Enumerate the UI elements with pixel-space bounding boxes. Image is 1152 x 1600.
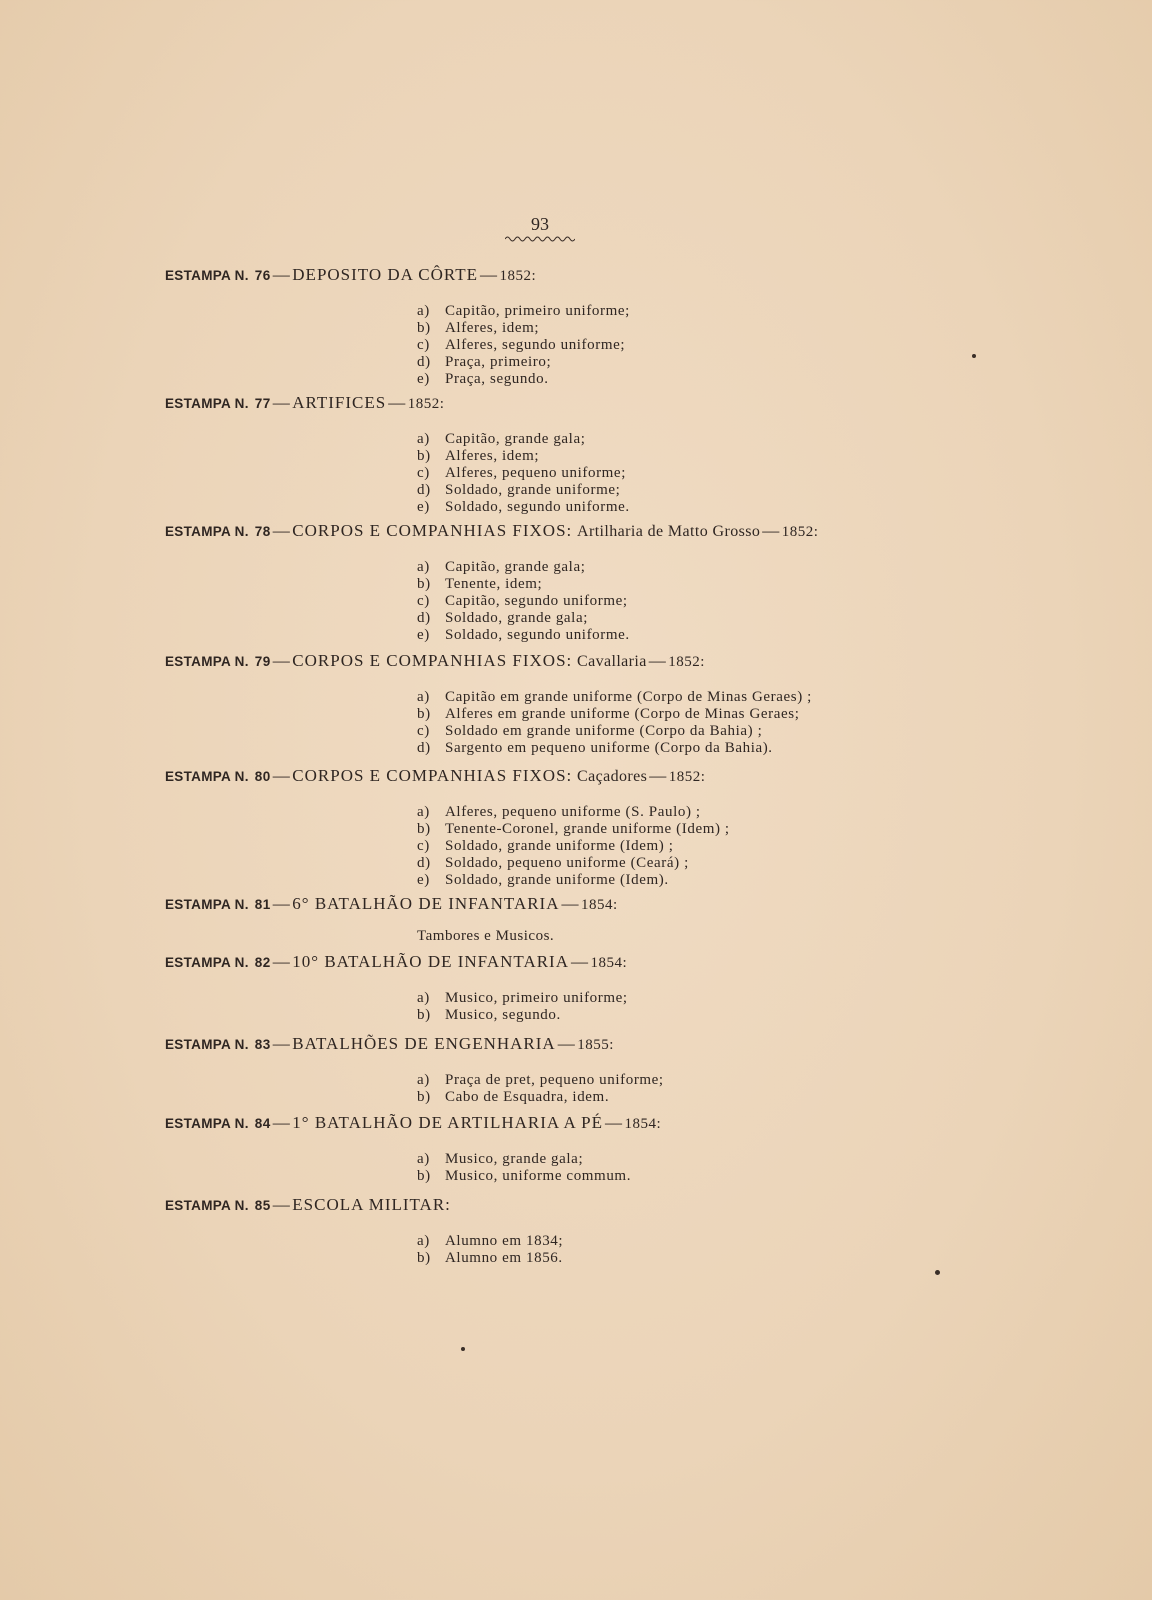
list-item [417, 559, 1152, 576]
item-letter: b) [417, 1250, 431, 1266]
ink-speck [972, 354, 976, 358]
plate-heading: ESTAMPA N. 78 — CORPOS E COMPANHIAS FIXOS: Artilharia de Matto Grosso — 1852: [165, 521, 819, 540]
list-item [417, 1007, 1152, 1024]
item-text: Soldado, grande uniforme (Idem). [445, 872, 669, 888]
item-letter: d) [417, 855, 431, 871]
plate-heading: ESTAMPA N. 80 — CORPOS E COMPANHIAS FIXOS: Caçadores — 1852: [165, 766, 706, 785]
list-item [417, 1072, 1152, 1089]
ink-speck [461, 1347, 465, 1351]
plate-item-list [417, 303, 1152, 388]
plate-item-list [417, 559, 1152, 644]
item-text: Musico, primeiro uniforme; [445, 990, 628, 1006]
list-item [417, 371, 1152, 388]
plate-label: ESTAMPA N. [165, 268, 249, 283]
item-text: Tenente-Coronel, grande uniforme (Idem) ; [445, 821, 730, 837]
plate-heading: ESTAMPA N. 76 — DEPOSITO DA CÔRTE — 1852: [165, 265, 537, 284]
plate-title: CORPOS E COMPANHIAS FIXOS: [292, 651, 573, 670]
plate-item-list [417, 990, 1152, 1024]
plate-year: 1852: [407, 396, 445, 412]
plate-item-list [417, 1233, 1152, 1267]
item-text: Soldado, segundo uniforme. [445, 627, 630, 643]
plate-subtitle: Cavallaria [577, 653, 647, 670]
plate-year: 1854: [590, 955, 628, 971]
list-item [417, 320, 1152, 337]
item-letter: b) [417, 1168, 431, 1184]
page-number: 93 [531, 214, 549, 234]
page-number-ornament-icon [505, 235, 575, 243]
plate-item-list [417, 431, 1152, 516]
item-text: Alferes em grande uniforme (Corpo de Minas Geraes; [445, 706, 800, 722]
item-text: Soldado, pequeno uniforme (Ceará) ; [445, 855, 689, 871]
item-letter: d) [417, 482, 431, 498]
list-item [417, 448, 1152, 465]
item-letter: a) [417, 990, 430, 1006]
list-item [417, 465, 1152, 482]
item-text: Capitão, grande gala; [445, 559, 586, 575]
list-item [417, 838, 1152, 855]
list-item [417, 627, 1152, 644]
item-letter: e) [417, 627, 430, 643]
item-letter: e) [417, 872, 430, 888]
item-text: Alferes, pequeno uniforme; [445, 465, 626, 481]
item-text: Tenente, idem; [445, 576, 543, 592]
plate-title: ARTIFICES [292, 393, 387, 412]
list-item [417, 1233, 1152, 1250]
item-text: Capitão em grande uniforme (Corpo de Minas Geraes) ; [445, 689, 812, 705]
plate-83 [165, 1033, 1065, 1106]
plate-number: 80 [254, 769, 271, 784]
item-text: Alferes, idem; [445, 320, 540, 336]
item-letter: a) [417, 1151, 430, 1167]
plate-heading: ESTAMPA N. 84 — 1° BATALHÃO DE ARTILHARIA A PÉ — 1854: [165, 1113, 662, 1132]
plate-label: ESTAMPA N. [165, 1116, 249, 1131]
item-text: Musico, grande gala; [445, 1151, 584, 1167]
item-letter: d) [417, 354, 431, 370]
item-letter: b) [417, 576, 431, 592]
item-text: Alumno em 1856. [445, 1250, 563, 1266]
list-item [417, 1089, 1152, 1106]
plate-title: 10° BATALHÃO DE INFANTARIA [292, 952, 569, 971]
item-text: Capitão, primeiro uniforme; [445, 303, 630, 319]
plate-item-list [417, 804, 1152, 889]
item-text: Soldado, grande gala; [445, 610, 588, 626]
plate-number: 77 [254, 396, 271, 411]
item-letter: e) [417, 499, 430, 515]
item-letter: b) [417, 706, 431, 722]
item-text: Praça, primeiro; [445, 354, 552, 370]
list-item [417, 821, 1152, 838]
item-text: Cabo de Esquadra, idem. [445, 1089, 610, 1105]
item-text: Soldado em grande uniforme (Corpo da Bahia) ; [445, 723, 763, 739]
item-letter: b) [417, 320, 431, 336]
plate-subtitle: Artilharia de Matto Grosso [577, 523, 761, 540]
list-item [417, 482, 1152, 499]
item-text: Soldado, grande uniforme (Idem) ; [445, 838, 674, 854]
plate-label: ESTAMPA N. [165, 897, 249, 912]
item-text: Alferes, idem; [445, 448, 540, 464]
list-item [417, 303, 1152, 320]
item-text: Capitão, grande gala; [445, 431, 586, 447]
item-letter: a) [417, 689, 430, 705]
item-text: Alumno em 1834; [445, 1233, 564, 1249]
item-letter: a) [417, 559, 430, 575]
plate-number: 83 [254, 1037, 271, 1052]
list-item [417, 804, 1152, 821]
item-letter: a) [417, 1072, 430, 1088]
plate-year: 1854: [581, 897, 618, 913]
item-letter: c) [417, 593, 430, 609]
plate-80 [165, 765, 1065, 889]
plate-year: 1852: [668, 769, 706, 785]
plate-77 [165, 392, 1065, 516]
list-item [417, 855, 1152, 872]
list-item [417, 990, 1152, 1007]
item-text: Soldado, segundo uniforme. [445, 499, 630, 515]
plate-label: ESTAMPA N. [165, 769, 249, 784]
list-item [417, 431, 1152, 448]
item-letter: c) [417, 838, 430, 854]
plate-item-list [417, 1072, 1152, 1106]
plate-heading: ESTAMPA N. 83 — BATALHÕES DE ENGENHARIA — 1855: [165, 1034, 614, 1053]
plate-heading: ESTAMPA N. 81 — 6° BATALHÃO DE INFANTARIA — 1854: [165, 894, 618, 913]
plate-year: 1855: [577, 1037, 614, 1053]
plate-title: CORPOS E COMPANHIAS FIXOS: [292, 766, 573, 785]
list-item [417, 593, 1152, 610]
list-item [417, 337, 1152, 354]
plate-title: ESCOLA MILITAR: [292, 1195, 451, 1214]
plate-title: CORPOS E COMPANHIAS FIXOS: [292, 521, 573, 540]
item-letter: b) [417, 821, 431, 837]
plate-81 [165, 893, 1065, 945]
plate-79 [165, 650, 1065, 757]
plate-year: 1852: [499, 268, 537, 284]
item-letter: a) [417, 431, 430, 447]
plate-number: 78 [254, 524, 271, 539]
plate-item-list [417, 1151, 1152, 1185]
plate-title: DEPOSITO DA CÔRTE [292, 265, 478, 284]
item-text: Alferes, pequeno uniforme (S. Paulo) ; [445, 804, 701, 820]
item-letter: d) [417, 610, 431, 626]
plate-76 [165, 264, 1065, 388]
plate-label: ESTAMPA N. [165, 1037, 249, 1052]
plate-heading: ESTAMPA N. 77 — ARTIFICES — 1852: [165, 393, 445, 412]
plate-label: ESTAMPA N. [165, 396, 249, 411]
list-item [417, 689, 1152, 706]
plate-label: ESTAMPA N. [165, 524, 249, 539]
plate-label: ESTAMPA N. [165, 955, 249, 970]
item-letter: b) [417, 1089, 431, 1105]
item-text: Sargento em pequeno uniforme (Corpo da Bahia). [445, 740, 773, 756]
plate-number: 85 [254, 1198, 271, 1213]
list-item [417, 1250, 1152, 1267]
list-item [417, 576, 1152, 593]
plate-year: 1852: [668, 654, 705, 670]
plate-item-list [417, 689, 1152, 757]
plate-heading: ESTAMPA N. 85 — ESCOLA MILITAR: [165, 1195, 451, 1214]
list-item [417, 499, 1152, 516]
item-text: Praça de pret, pequeno uniforme; [445, 1072, 664, 1088]
plate-title: 1° BATALHÃO DE ARTILHARIA A PÉ [292, 1113, 603, 1132]
list-item [417, 723, 1152, 740]
plate-85 [165, 1194, 1065, 1267]
plate-title: 6° BATALHÃO DE INFANTARIA [292, 894, 560, 913]
item-letter: d) [417, 740, 431, 756]
list-item [417, 740, 1152, 757]
plate-84 [165, 1112, 1065, 1185]
item-text: Capitão, segundo uniforme; [445, 593, 628, 609]
item-text: Alferes, segundo uniforme; [445, 337, 626, 353]
item-letter: c) [417, 465, 430, 481]
plate-number: 81 [254, 897, 271, 912]
plate-78 [165, 520, 1065, 644]
plate-82 [165, 951, 1065, 1024]
item-text: Musico, segundo. [445, 1007, 561, 1023]
plate-label: ESTAMPA N. [165, 654, 249, 669]
list-item [417, 706, 1152, 723]
plate-label: ESTAMPA N. [165, 1198, 249, 1213]
plate-number: 79 [254, 654, 271, 669]
plate-note: Tambores e Musicos. [417, 928, 555, 944]
list-item [417, 872, 1152, 889]
item-text: Soldado, grande uniforme; [445, 482, 621, 498]
item-letter: b) [417, 448, 431, 464]
plate-heading: ESTAMPA N. 82 — 10° BATALHÃO DE INFANTARIA — 1854: [165, 952, 628, 971]
plate-subtitle: Caçadores [577, 768, 648, 785]
list-item [417, 1151, 1152, 1168]
item-letter: c) [417, 723, 430, 739]
item-letter: c) [417, 337, 430, 353]
plate-year: 1854: [624, 1116, 662, 1132]
item-letter: a) [417, 1233, 430, 1249]
list-item [417, 1168, 1152, 1185]
item-letter: a) [417, 804, 430, 820]
item-letter: a) [417, 303, 430, 319]
plate-title: BATALHÕES DE ENGENHARIA [292, 1034, 556, 1053]
plate-heading: ESTAMPA N. 79 — CORPOS E COMPANHIAS FIXOS: Cavallaria — 1852: [165, 651, 705, 670]
plate-number: 76 [254, 268, 271, 283]
item-text: Musico, uniforme commum. [445, 1168, 632, 1184]
plate-year: 1852: [781, 524, 819, 540]
item-text: Praça, segundo. [445, 371, 549, 387]
list-item [417, 610, 1152, 627]
item-letter: b) [417, 1007, 431, 1023]
plate-number: 84 [254, 1116, 271, 1131]
item-letter: e) [417, 371, 430, 387]
ink-speck [935, 1270, 940, 1275]
list-item [417, 354, 1152, 371]
plate-number: 82 [254, 955, 271, 970]
